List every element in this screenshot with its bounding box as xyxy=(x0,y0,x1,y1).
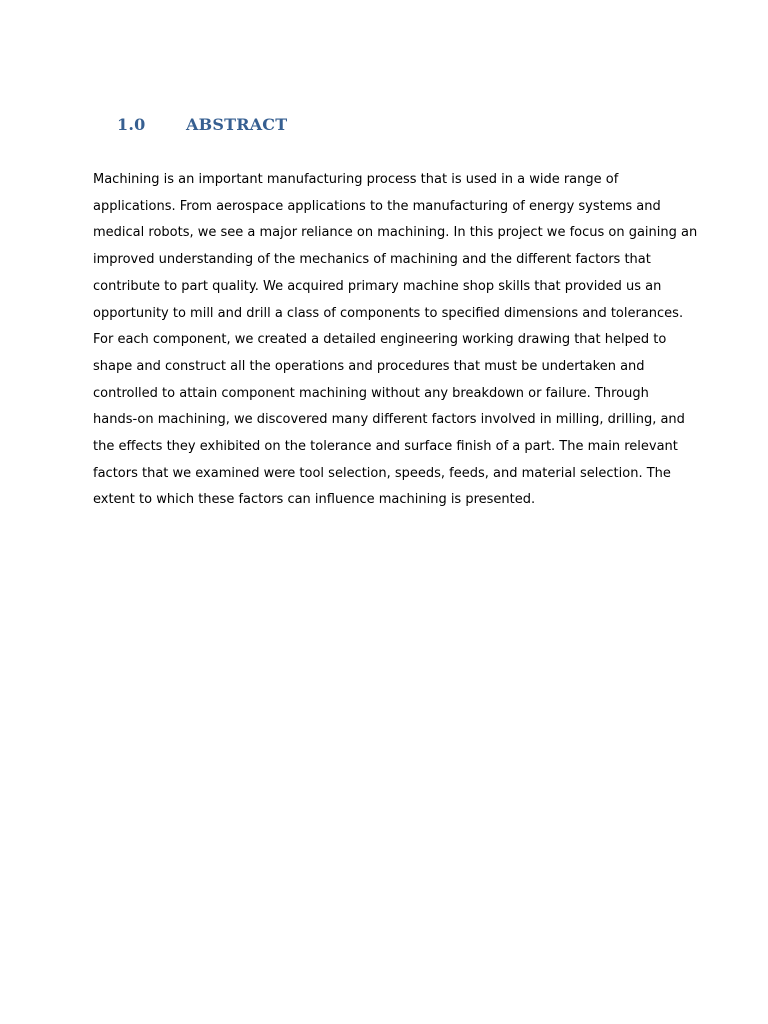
section-number: 1.0 xyxy=(117,115,146,134)
abstract-line: Machining is an important manufacturing process that is used in a wide range of xyxy=(93,172,619,187)
abstract-line: the effects they exhibited on the tolerance and surface finish of a part. The main relevant xyxy=(93,439,678,455)
abstract-line: applications. From aerospace applications to the manufacturing of energy systems and xyxy=(93,198,661,214)
abstract-line: extent to which these factors can influence machining is presented. xyxy=(93,492,536,508)
abstract-line: hands-on machining, we discovered many different factors involved in milling, drilling, and xyxy=(93,412,685,428)
abstract-line: opportunity to mill and drill a class of components to specified dimensions and tolerances. xyxy=(93,305,684,321)
abstract-line: medical robots, we see a major reliance on machining. In this project we focus on gaining an xyxy=(93,225,698,241)
abstract-paragraph xyxy=(93,167,698,514)
abstract-line: For each component, we created a detailed engineering working drawing that helped to xyxy=(93,332,667,348)
section-title: ABSTRACT xyxy=(186,115,288,134)
abstract-line: factors that we examined were tool selection, speeds, feeds, and material selection. The xyxy=(93,465,671,481)
abstract-line: improved understanding of the mechanics of machining and the different factors that xyxy=(93,252,651,268)
abstract-line: contribute to part quality. We acquired primary machine shop skills that provided us an xyxy=(93,278,662,294)
abstract-line: controlled to attain component machining without any breakdown or failure. Through xyxy=(93,385,649,401)
section-heading xyxy=(117,115,287,134)
abstract-line: shape and construct all the operations and procedures that must be undertaken and xyxy=(93,358,645,374)
